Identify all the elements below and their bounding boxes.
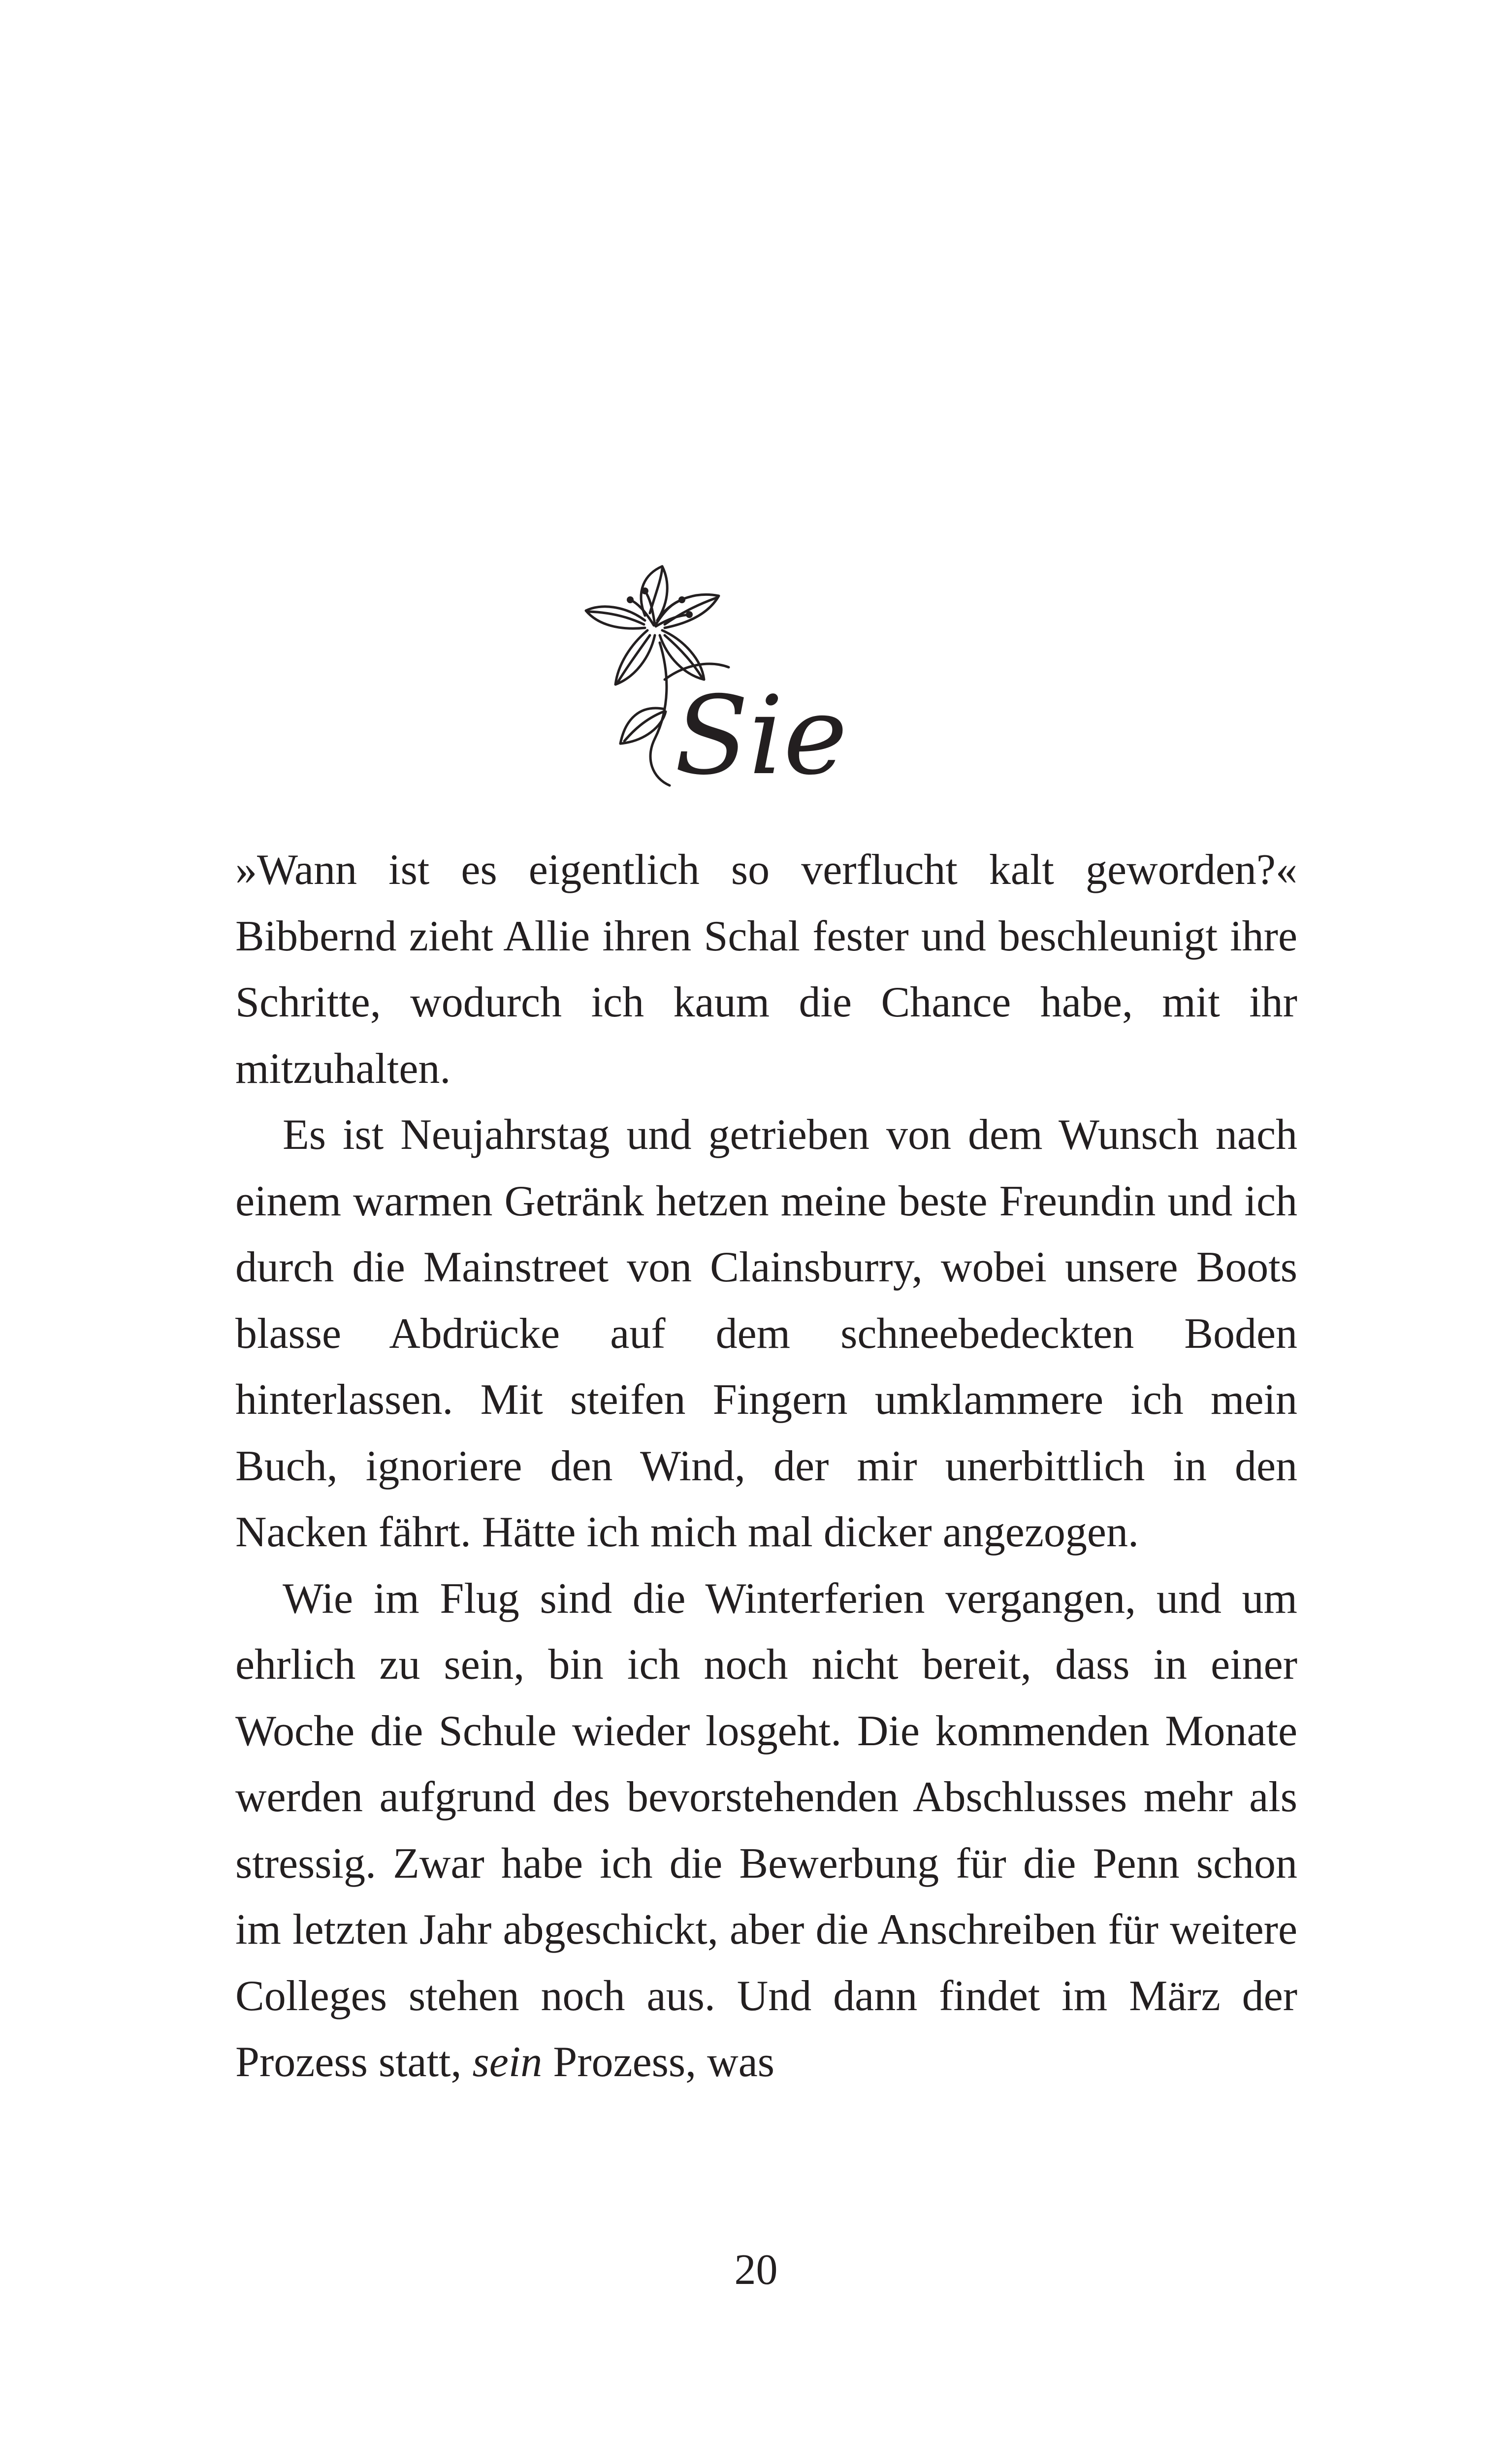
paragraph-3	[235, 1566, 1297, 2096]
page-number: 20	[734, 2246, 778, 2294]
paragraph-3-text-a: Wie im Flug sind die Winterferien vergangen, und um ehrlich zu sein, bin ich noch nicht bereit, dass in einer Woche die Schule wieder losgeht. Die kommenden Monate werden aufgrund des bevorstehenden Abschlusses mehr als stressig. Zwar habe ich die Bewerbung für die Penn schon im letzten Jahr abgeschickt, aber die Anschreiben für weitere Colleges stehen noch aus. Und dann findet im März der Prozess statt,	[235, 1574, 1297, 2086]
chapter-heading: Sie	[675, 673, 848, 799]
chapter-ornament	[571, 561, 867, 799]
paragraph-2-text: Es ist Neujahrstag und getrieben von dem Wunsch nach einem warmen Getränk hetzen meine beste Freundin und ich durch die Mainstreet von Clainsburry, wobei unsere Boots blasse Abdrücke auf dem schneebedeckten Boden hinterlassen. Mit steifen Fingern umklammere ich mein Buch, ignoriere den Wind, der mir unerbittlich in den Nacken fährt. Hätte ich mich mal dicker angezogen.	[235, 1111, 1297, 1556]
paragraph-1-text: »Wann ist es eigentlich so verflucht kalt geworden?« Bibbernd zieht Allie ihren Schal fester und beschleunigt ihre Schritte, wodurch ich kaum die Chance habe, mit ihr mitzuhalten.	[235, 846, 1297, 1093]
paragraph-1	[235, 837, 1297, 1102]
paragraph-3-text-b: Prozess, was	[542, 2038, 774, 2086]
paragraph-2	[235, 1102, 1297, 1566]
chapter-body	[235, 837, 1297, 2096]
lily-flower-icon	[571, 561, 867, 799]
paragraph-3-emphasis: sein	[472, 2038, 543, 2086]
